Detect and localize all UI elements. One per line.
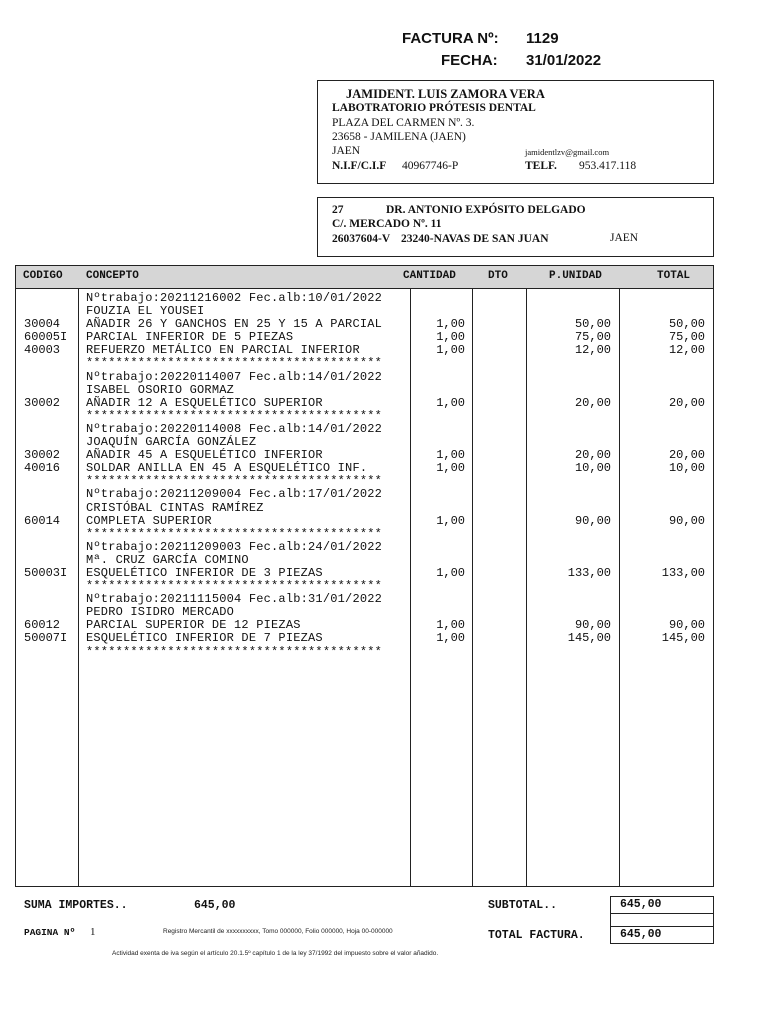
row-total: 12,00: [668, 343, 705, 358]
row-total: 10,00: [668, 461, 705, 476]
row-unit-price: 10,00: [574, 461, 611, 476]
header-total: TOTAL: [657, 270, 691, 282]
issuer-postal: 23658 - JAMILENA (JAEN): [332, 131, 466, 143]
row-unit-price: 50,00: [574, 317, 611, 332]
row-total: 20,00: [668, 395, 705, 410]
row-code: 60012: [24, 618, 61, 633]
row-description: PARCIAL INFERIOR DE 5 PIEZAS: [86, 330, 294, 345]
row-description: ****************************************: [86, 526, 383, 541]
invoice-number-label: FACTURA Nº:: [402, 30, 499, 47]
table-row: [16, 384, 713, 397]
row-code: 60005I: [24, 330, 68, 345]
row-description: ISABEL OSORIO GORMAZ: [86, 382, 235, 397]
row-total: 133,00: [661, 565, 705, 580]
issuer-tel-label: TELF.: [525, 160, 557, 172]
total-label: TOTAL FACTURA.: [488, 929, 585, 942]
row-code: 30004: [24, 317, 61, 332]
issuer-address: PLAZA DEL CARMEN Nº. 3.: [332, 117, 475, 129]
subtotal-value: 645,00: [620, 898, 662, 911]
issuer-province: JAEN: [332, 145, 361, 157]
row-description: AÑADIR 26 Y GANCHOS EN 25 Y 15 A PARCIAL: [86, 317, 383, 332]
row-unit-price: 133,00: [567, 565, 611, 580]
row-description: Nºtrabajo:20220114007 Fec.alb:14/01/2022: [86, 369, 383, 384]
invoice-lines-table: [15, 265, 714, 887]
row-quantity: 1,00: [436, 317, 465, 332]
row-description: Mª. CRUZ GARCÍA COMINO: [86, 552, 249, 567]
row-unit-price: 20,00: [574, 395, 611, 410]
header-code: CODIGO: [23, 270, 63, 282]
row-quantity: 1,00: [436, 631, 465, 646]
spacer-box: [610, 912, 714, 927]
table-body: [16, 292, 713, 659]
row-description: Nºtrabajo:20220114008 Fec.alb:14/01/2022: [86, 421, 383, 436]
issuer-business: LABOTRATORIO PRÓTESIS DENTAL: [332, 102, 536, 114]
row-total: 90,00: [668, 513, 705, 528]
table-row: [16, 515, 713, 528]
total-value: 645,00: [620, 928, 662, 941]
total-box: [610, 926, 714, 944]
row-code: 40016: [24, 461, 61, 476]
table-row: [16, 632, 713, 645]
header-concept: CONCEPTO: [86, 270, 139, 282]
row-code: 40003: [24, 343, 61, 358]
row-description: CRISTÓBAL CINTAS RAMÍREZ: [86, 500, 264, 515]
invoice-date-label: FECHA:: [441, 52, 498, 69]
table-row: [16, 488, 713, 501]
row-code: 50007I: [24, 631, 68, 646]
row-description: AÑADIR 45 A ESQUELÉTICO INFERIOR: [86, 448, 323, 463]
row-quantity: 1,00: [436, 343, 465, 358]
row-code: 60014: [24, 513, 61, 528]
row-description: SOLDAR ANILLA EN 45 A ESQUELÉTICO INF.: [86, 461, 368, 476]
client-code: 27: [332, 204, 344, 216]
header-dto: DTO: [488, 270, 508, 282]
row-description: Nºtrabajo:20211209003 Fec.alb:24/01/2022: [86, 539, 383, 554]
row-description: ESQUELÉTICO INFERIOR DE 7 PIEZAS: [86, 631, 323, 646]
client-box: [317, 197, 714, 257]
invoice-number: 1129: [526, 30, 559, 47]
row-unit-price: 75,00: [574, 330, 611, 345]
row-quantity: 1,00: [436, 565, 465, 580]
table-header: [16, 266, 713, 289]
row-total: 20,00: [668, 448, 705, 463]
issuer-email: jamidentlzv@gmail.com: [525, 147, 610, 157]
issuer-nif: 40967746-P: [402, 160, 459, 172]
row-quantity: 1,00: [436, 395, 465, 410]
issuer-box: [317, 80, 714, 184]
row-quantity: 1,00: [436, 618, 465, 633]
row-total: 50,00: [668, 317, 705, 332]
table-row: [16, 357, 713, 370]
row-code: 30002: [24, 395, 61, 410]
table-row: [16, 410, 713, 423]
row-description: ****************************************: [86, 644, 383, 659]
row-quantity: 1,00: [436, 461, 465, 476]
vat-exempt-note: Actividad exenta de iva según el artículo 20.1.5º capítulo 1 de la ley 37/1992 del impuesto sobre el valor añadido.: [112, 950, 439, 957]
row-description: ****************************************: [86, 356, 383, 371]
sum-label: SUMA IMPORTES..: [24, 899, 128, 912]
row-code: 50003I: [24, 565, 68, 580]
row-code: 30002: [24, 448, 61, 463]
page-value: 1: [90, 926, 96, 938]
client-name: DR. ANTONIO EXPÓSITO DELGADO: [386, 204, 586, 216]
sum-value: 645,00: [194, 899, 236, 912]
row-total: 145,00: [661, 631, 705, 646]
header-unit: P.UNIDAD: [549, 270, 602, 282]
issuer-name: JAMIDENT. LUIS ZAMORA VERA: [346, 87, 545, 101]
row-description: Nºtrabajo:20211209004 Fec.alb:17/01/2022: [86, 487, 383, 502]
row-quantity: 1,00: [436, 513, 465, 528]
table-row: [16, 371, 713, 384]
row-description: PARCIAL SUPERIOR DE 12 PIEZAS: [86, 618, 301, 633]
row-description: ESQUELÉTICO INFERIOR DE 3 PIEZAS: [86, 565, 323, 580]
row-description: REFUERZO METÁLICO EN PARCIAL INFERIOR: [86, 343, 360, 358]
invoice-date: 31/01/2022: [526, 52, 602, 69]
table-row: [16, 646, 713, 659]
table-row: [16, 397, 713, 410]
issuer-tel: 953.417.118: [579, 160, 637, 172]
row-quantity: 1,00: [436, 330, 465, 345]
row-description: ****************************************: [86, 408, 383, 423]
row-unit-price: 12,00: [574, 343, 611, 358]
issuer-nif-label: N.I.F/C.I.F: [332, 160, 387, 172]
registry-note: Registro Mercantil de xxxxxxxxxx, Tomo 000000, Folio 000000, Hoja 00-000000: [163, 928, 393, 935]
row-unit-price: 90,00: [574, 513, 611, 528]
row-unit-price: 90,00: [574, 618, 611, 633]
row-description: Nºtrabajo:20211115004 Fec.alb:31/01/2022: [86, 592, 383, 607]
table-row: [16, 541, 713, 554]
table-row: [16, 502, 713, 515]
row-unit-price: 20,00: [574, 448, 611, 463]
row-description: FOUZIA EL YOUSEI: [86, 304, 205, 319]
page-label: PAGINA Nº: [24, 927, 76, 938]
client-nif: 26037604-V: [332, 233, 391, 245]
row-total: 90,00: [668, 618, 705, 633]
table-row: [16, 528, 713, 541]
table-row: [16, 554, 713, 567]
row-description: ****************************************: [86, 474, 383, 489]
subtotal-label: SUBTOTAL..: [488, 899, 558, 912]
client-address: C/. MERCADO Nº. 11: [332, 218, 442, 230]
row-description: Nºtrabajo:20211216002 Fec.alb:10/01/2022: [86, 291, 383, 305]
row-description: AÑADIR 12 A ESQUELÉTICO SUPERIOR: [86, 395, 323, 410]
row-description: JOAQUÍN GARCÍA GONZÁLEZ: [86, 435, 257, 450]
row-description: PEDRO ISIDRO MERCADO: [86, 605, 235, 620]
row-description: COMPLETA SUPERIOR: [86, 513, 212, 528]
client-locality: 23240-NAVAS DE SAN JUAN: [401, 233, 549, 245]
row-description: ****************************************: [86, 579, 383, 594]
row-unit-price: 145,00: [567, 631, 611, 646]
client-province: JAEN: [610, 232, 639, 244]
row-quantity: 1,00: [436, 448, 465, 463]
header-qty: CANTIDAD: [403, 270, 456, 282]
row-total: 75,00: [668, 330, 705, 345]
